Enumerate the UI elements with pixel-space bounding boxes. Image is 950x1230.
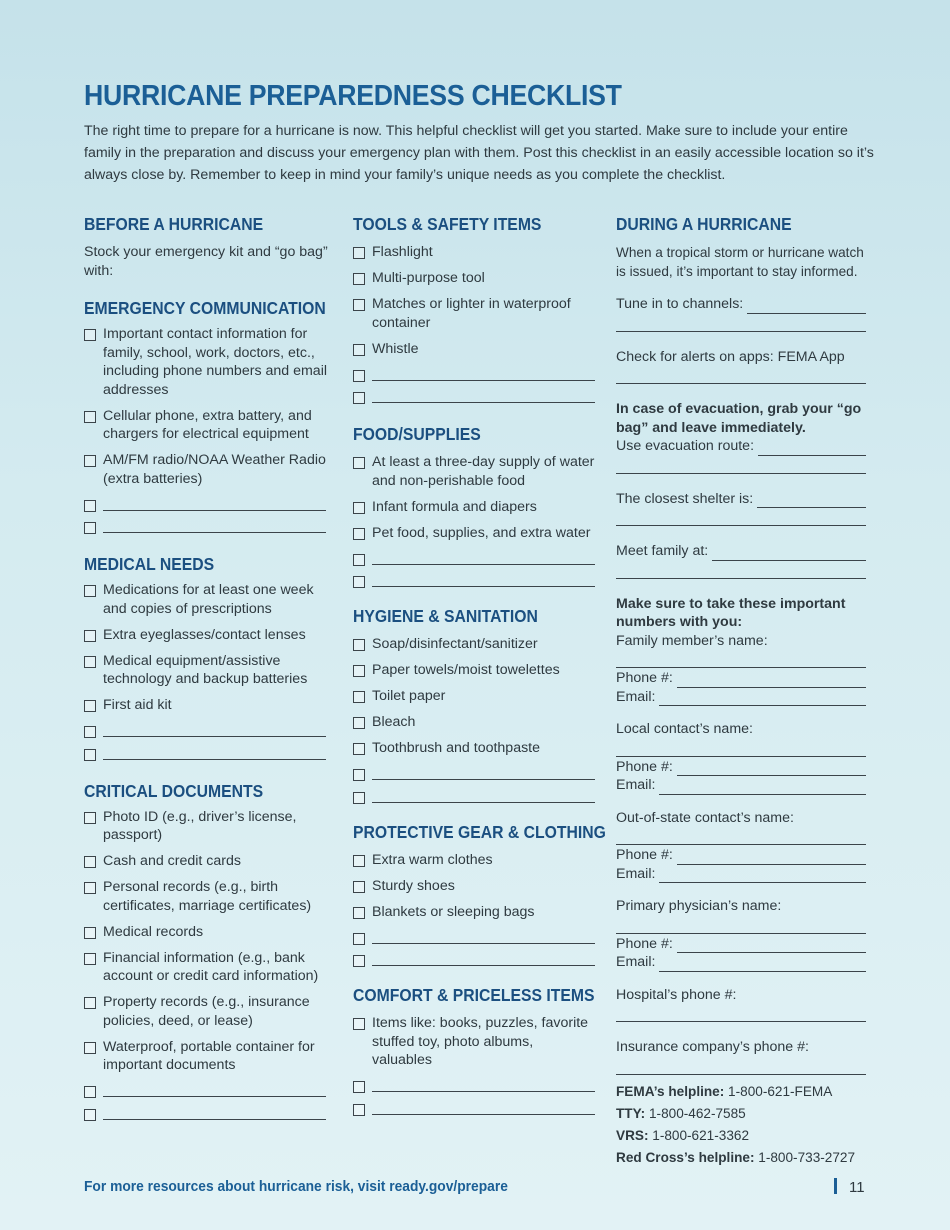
blank-checklist-item[interactable] <box>84 745 328 760</box>
checkbox[interactable] <box>353 1018 365 1030</box>
write-in-line[interactable] <box>103 496 326 511</box>
checkbox[interactable] <box>353 247 365 259</box>
helplines <box>616 1081 866 1169</box>
hospital-label: Hospital’s phone #: <box>616 986 737 1003</box>
helpline-row: Red Cross’s helpline: 1-800-733-2727 <box>616 1149 856 1165</box>
tune-in-line[interactable] <box>747 299 866 314</box>
write-in-line[interactable] <box>103 745 326 760</box>
checklist-item[interactable]: Photo ID (e.g., driver’s license, passport) <box>84 808 328 845</box>
food-heading: FOOD/SUPPLIES <box>353 424 481 444</box>
column-supplies <box>353 213 606 1122</box>
checkbox[interactable] <box>84 700 96 712</box>
shelter-line[interactable] <box>757 493 866 508</box>
checkbox[interactable] <box>84 1042 96 1054</box>
blank-checklist-item[interactable] <box>353 1077 597 1092</box>
checklist-item[interactable]: Financial information (e.g., bank account or credit card information) <box>84 949 328 986</box>
write-in-line[interactable] <box>372 1100 595 1115</box>
checkbox[interactable] <box>84 882 96 894</box>
checkbox[interactable] <box>353 881 365 893</box>
checkbox[interactable] <box>353 576 365 588</box>
gear-list <box>353 851 597 967</box>
write-in-line[interactable] <box>372 788 595 803</box>
checkbox[interactable] <box>353 344 365 356</box>
checkbox[interactable] <box>353 554 365 566</box>
blank-checklist-item[interactable] <box>353 388 597 403</box>
write-in-line[interactable] <box>616 508 866 526</box>
hygiene-heading: HYGIENE & SANITATION <box>353 606 538 626</box>
outstate-name-label: Out-of-state contact’s name: <box>616 809 794 826</box>
checkbox[interactable] <box>84 656 96 668</box>
checkbox[interactable] <box>353 392 365 404</box>
checklist-item[interactable]: Medical equipment/assistive technology and backup batteries <box>84 652 328 689</box>
before-text: Stock your emergency kit and “go bag” with: <box>84 244 328 279</box>
family-name-label: Family member’s name: <box>616 632 768 649</box>
hygiene-list <box>353 635 597 803</box>
checklist-item[interactable]: Multi-purpose tool <box>353 269 597 288</box>
checkbox[interactable] <box>84 856 96 868</box>
email-field: Email: <box>616 865 866 884</box>
checklist-item[interactable]: Infant formula and diapers <box>353 498 597 517</box>
write-in-line[interactable] <box>616 561 866 579</box>
checkbox[interactable] <box>353 955 365 967</box>
checkbox[interactable] <box>84 585 96 597</box>
checklist-item[interactable]: Cellular phone, extra battery, and chargers for electrical equipment <box>84 407 328 444</box>
blank-checklist-item[interactable] <box>84 722 328 737</box>
checklist-item[interactable]: Flashlight <box>353 243 597 262</box>
checklist-item[interactable]: Blankets or sleeping bags <box>353 903 597 922</box>
checkbox[interactable] <box>84 953 96 965</box>
checkbox[interactable] <box>353 743 365 755</box>
blank-checklist-item[interactable] <box>353 765 597 780</box>
checkbox[interactable] <box>84 726 96 738</box>
write-in-line[interactable] <box>372 572 595 587</box>
tools-heading: TOOLS & SAFETY ITEMS <box>353 214 542 234</box>
phone-line[interactable] <box>677 850 866 865</box>
checkbox[interactable] <box>353 665 365 677</box>
checkbox[interactable] <box>84 522 96 534</box>
outstate-name-line[interactable] <box>616 827 866 845</box>
checkbox[interactable] <box>353 769 365 781</box>
phone-line[interactable] <box>677 761 866 776</box>
comfort-heading: COMFORT & PRICELESS ITEMS <box>353 985 595 1005</box>
write-in-line[interactable] <box>372 765 595 780</box>
phone-line[interactable] <box>677 938 866 953</box>
checklist-item[interactable]: Whistle <box>353 340 597 359</box>
checkbox[interactable] <box>353 273 365 285</box>
helpline-row: VRS: 1-800-621-3362 <box>616 1127 750 1143</box>
gear-heading: PROTECTIVE GEAR & CLOTHING <box>353 821 606 842</box>
write-in-line[interactable] <box>372 388 595 403</box>
meet-family-line[interactable] <box>712 546 866 561</box>
blank-checklist-item[interactable] <box>353 550 597 565</box>
comfort-list <box>353 1014 597 1115</box>
emergency-comm-heading: EMERGENCY COMMUNICATION <box>84 298 326 318</box>
checklist-item[interactable]: Important contact information for family, school, work, doctors, etc., including phone numbers and email addresses <box>84 325 328 399</box>
checkbox[interactable] <box>353 907 365 919</box>
checklist-item[interactable]: At least a three-day supply of water and non-perishable food <box>353 453 597 490</box>
physician-name-line[interactable] <box>616 916 866 934</box>
food-list <box>353 453 597 587</box>
intro-paragraph: The right time to prepare for a hurricane is now. This helpful checklist will get you started. Make sure to include your entire family in the preparation and discuss your emergency plan with them. Post this checklist in an easily accessible location so it’s always close by. Remember to keep in mind your family’s unique needs as you complete the checklist. <box>84 123 874 183</box>
checklist-item[interactable]: Toothbrush and toothpaste <box>353 739 597 758</box>
helpline-row: TTY: 1-800-462-7585 <box>616 1105 746 1121</box>
blank-checklist-item[interactable] <box>84 1105 328 1120</box>
write-in-line[interactable] <box>372 951 595 966</box>
checkbox[interactable] <box>353 933 365 945</box>
blank-checklist-item[interactable] <box>353 929 597 944</box>
checkbox[interactable] <box>353 528 365 540</box>
checkbox[interactable] <box>353 299 365 311</box>
write-in-line[interactable] <box>616 366 866 384</box>
tools-list <box>353 243 597 403</box>
blank-checklist-item[interactable] <box>353 1100 597 1115</box>
checkbox[interactable] <box>84 455 96 467</box>
checklist-item[interactable]: Waterproof, portable container for important documents <box>84 1038 328 1075</box>
during-text: When a tropical storm or hurricane watch is issued, it’s important to stay informed. <box>616 245 864 279</box>
checklist-item[interactable]: Extra warm clothes <box>353 851 597 870</box>
write-in-line[interactable] <box>103 722 326 737</box>
email-line[interactable] <box>659 691 866 706</box>
meet-family-field: Meet family at: <box>616 542 866 561</box>
alerts-field: Check for alerts on apps: FEMA App <box>616 348 845 365</box>
documents-heading: CRITICAL DOCUMENTS <box>84 780 264 801</box>
insurance-label: Insurance company’s phone #: <box>616 1039 809 1055</box>
checkbox[interactable] <box>353 691 365 703</box>
during-heading: DURING A HURRICANE <box>616 214 792 234</box>
write-in-line[interactable] <box>372 550 595 565</box>
checklist-item[interactable]: Medical records <box>84 923 328 942</box>
blank-checklist-item[interactable] <box>353 366 597 381</box>
checkbox[interactable] <box>84 500 96 512</box>
checklist-item[interactable]: AM/FM radio/NOAA Weather Radio (extra batteries) <box>84 451 328 488</box>
blank-checklist-item[interactable] <box>84 1082 328 1097</box>
column-during-hurricane <box>616 213 866 1169</box>
email-field: Email: <box>616 776 866 795</box>
evacuation-note: In case of evacuation, grab your “go bag” and leave immediately. <box>616 401 862 436</box>
local-name-label: Local contact’s name: <box>616 721 753 737</box>
email-line[interactable] <box>659 868 866 883</box>
write-in-line[interactable] <box>616 314 866 332</box>
write-in-line[interactable] <box>103 1105 326 1120</box>
checkbox[interactable] <box>353 1104 365 1116</box>
blank-checklist-item[interactable] <box>353 788 597 803</box>
email-field: Email: <box>616 953 866 972</box>
write-in-line[interactable] <box>103 1082 326 1097</box>
checklist-item[interactable]: Soap/disinfectant/sanitizer <box>353 635 597 654</box>
emergency-comm-list <box>84 325 328 533</box>
page-title: HURRICANE PREPAREDNESS CHECKLIST <box>84 80 622 112</box>
phone-field: Phone #: <box>616 935 866 954</box>
checklist-item[interactable]: Toilet paper <box>353 687 597 706</box>
email-line[interactable] <box>659 780 866 795</box>
email-field: Email: <box>616 688 866 707</box>
write-in-line[interactable] <box>372 929 595 944</box>
checkbox[interactable] <box>353 1081 365 1093</box>
documents-list <box>84 808 328 1120</box>
checklist-item[interactable]: Personal records (e.g., birth certificates, marriage certificates) <box>84 878 328 915</box>
numbers-note: Make sure to take these important numbers with you: <box>616 595 846 630</box>
checkbox[interactable] <box>84 997 96 1009</box>
checklist-item[interactable]: Medications for at least one week and copies of prescriptions <box>84 581 328 618</box>
write-in-line[interactable] <box>372 1077 595 1092</box>
checklist-item[interactable]: Extra eyeglasses/contact lenses <box>84 626 328 645</box>
write-in-line[interactable] <box>616 456 866 474</box>
checkbox[interactable] <box>84 411 96 423</box>
family-name-line[interactable] <box>616 650 866 668</box>
checklist-item[interactable]: First aid kit <box>84 696 328 715</box>
checklist-item[interactable]: Sturdy shoes <box>353 877 597 896</box>
tune-in-field: Tune in to channels: <box>616 295 866 314</box>
checkbox[interactable] <box>84 630 96 642</box>
write-in-line[interactable] <box>103 518 326 533</box>
checkbox[interactable] <box>353 370 365 382</box>
checkbox[interactable] <box>353 717 365 729</box>
checkbox[interactable] <box>84 812 96 824</box>
local-name-line[interactable] <box>616 739 866 757</box>
medical-list <box>84 581 328 760</box>
page-number: 11 <box>834 1178 865 1196</box>
column-before-hurricane <box>84 213 328 1127</box>
checkbox[interactable] <box>84 1086 96 1098</box>
page-divider <box>834 1178 837 1194</box>
blank-checklist-item[interactable] <box>353 572 597 587</box>
checkbox[interactable] <box>84 329 96 341</box>
checkbox[interactable] <box>353 502 365 514</box>
before-heading: BEFORE A HURRICANE <box>84 214 264 234</box>
checklist-item[interactable]: Cash and credit cards <box>84 852 328 871</box>
phone-field: Phone #: <box>616 758 866 777</box>
phone-line[interactable] <box>677 673 866 688</box>
write-in-line[interactable] <box>372 366 595 381</box>
footer-resources-link[interactable]: For more resources about hurricane risk, visit ready.gov/prepare <box>84 1178 508 1195</box>
checklist-item[interactable]: Matches or lighter in waterproof container <box>353 295 597 332</box>
checkbox[interactable] <box>84 749 96 761</box>
blank-checklist-item[interactable] <box>84 496 328 511</box>
checkbox[interactable] <box>84 1109 96 1121</box>
checkbox[interactable] <box>84 927 96 939</box>
checkbox[interactable] <box>353 457 365 469</box>
phone-field: Phone #: <box>616 846 866 865</box>
email-line[interactable] <box>659 957 866 972</box>
helpline-row: FEMA’s helpline: 1-800-621-FEMA <box>616 1083 833 1099</box>
checklist-item[interactable]: Bleach <box>353 713 597 732</box>
shelter-field: The closest shelter is: <box>616 490 866 509</box>
checklist-item[interactable]: Property records (e.g., insurance policies, deed, or lease) <box>84 993 328 1030</box>
medical-heading: MEDICAL NEEDS <box>84 554 215 574</box>
blank-checklist-item[interactable] <box>353 951 597 966</box>
evac-route-line[interactable] <box>758 441 866 456</box>
checkbox[interactable] <box>353 639 365 651</box>
checklist-item[interactable]: Pet food, supplies, and extra water <box>353 524 597 543</box>
checkbox[interactable] <box>353 792 365 804</box>
checklist-item[interactable]: Items like: books, puzzles, favorite stuffed toy, photo albums, valuables <box>353 1014 597 1070</box>
evac-route-field: Use evacuation route: <box>616 437 866 456</box>
checklist-item[interactable]: Paper towels/moist towelettes <box>353 661 597 680</box>
physician-name-label: Primary physician’s name: <box>616 898 782 914</box>
hospital-line[interactable] <box>616 1004 866 1022</box>
blank-checklist-item[interactable] <box>84 518 328 533</box>
phone-field: Phone #: <box>616 669 866 688</box>
checkbox[interactable] <box>353 855 365 867</box>
insurance-line[interactable] <box>616 1057 866 1075</box>
